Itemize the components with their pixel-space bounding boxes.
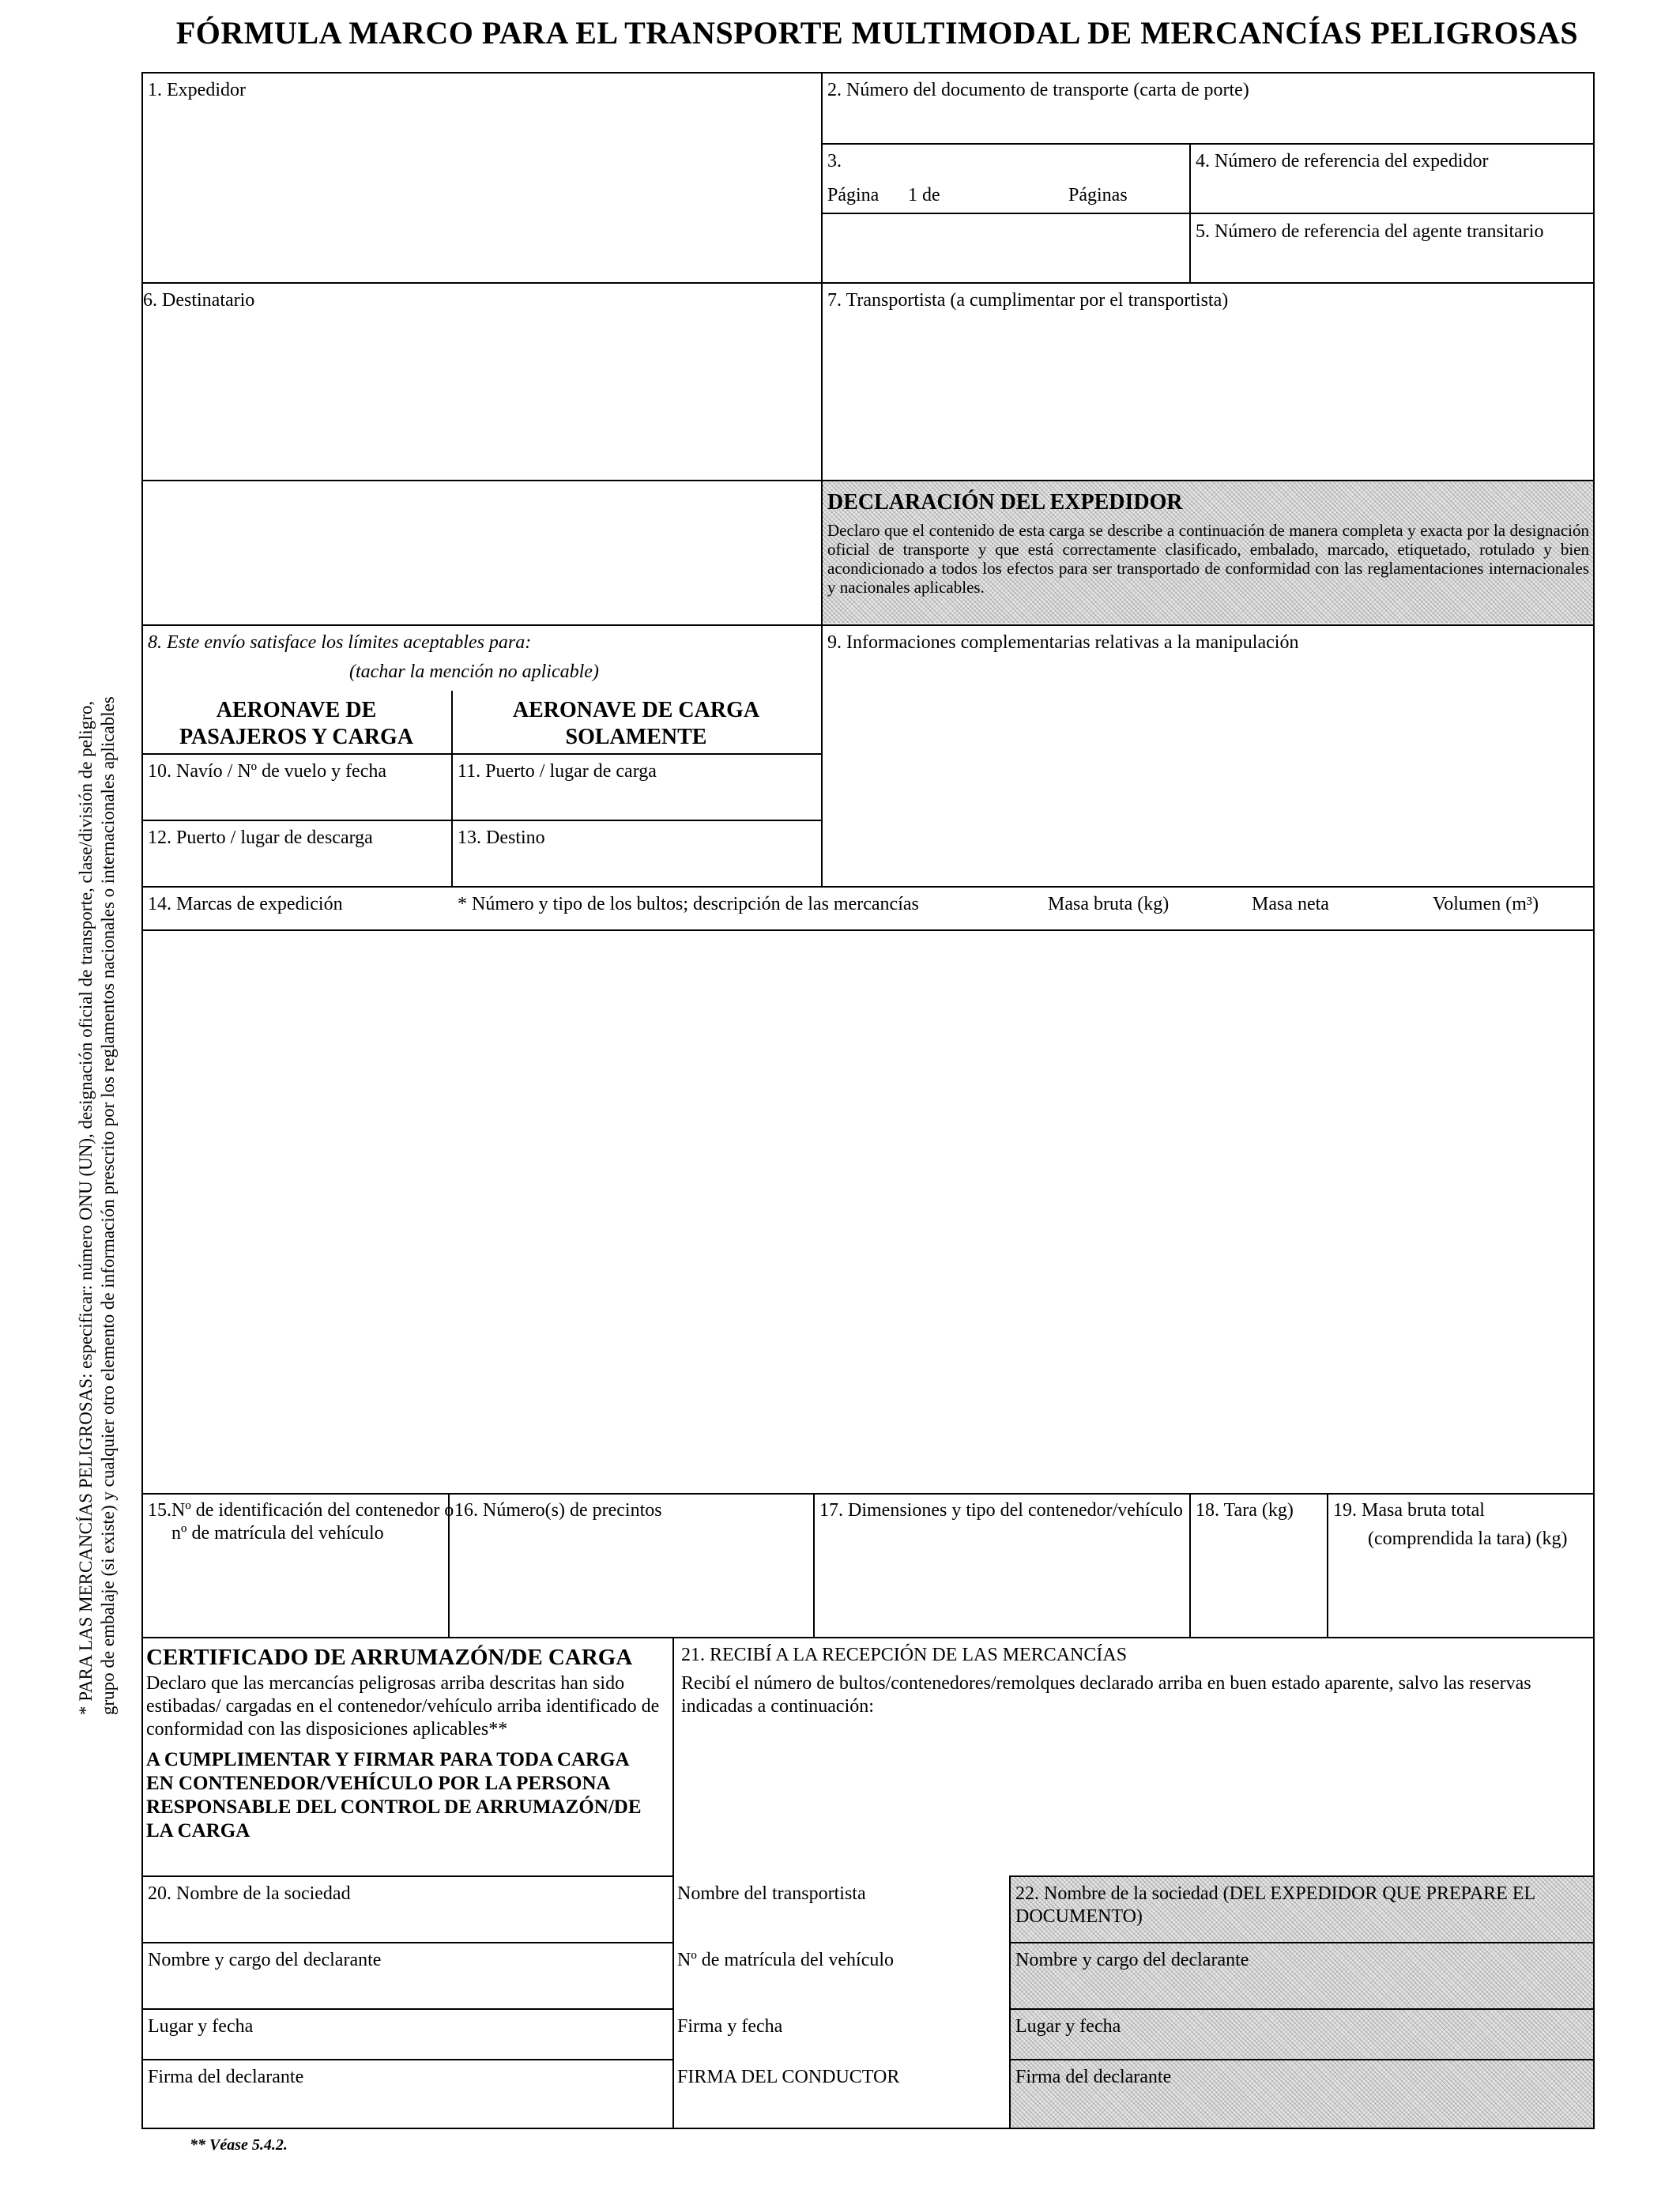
transportista-label: 7. Transportista (a cumplimentar por el transportista) xyxy=(827,290,1229,311)
gross-mass-label: Masa bruta (kg) xyxy=(1048,894,1170,914)
carrier-name-label: Nombre del transportista xyxy=(677,1883,866,1904)
shipper-declarant-label: Nombre y cargo del declarante xyxy=(1015,1950,1249,1970)
declaracion-title: DECLARACIÓN DEL EXPEDIDOR xyxy=(827,490,1183,515)
destinatario-label: 6. Destinatario xyxy=(143,290,255,311)
limits-label: 8. Este envío satisface los límites aceptables para: xyxy=(148,632,532,653)
packages-description-label: * Número y tipo de los bultos; descripción de las mercancías xyxy=(458,894,919,914)
pagina-label: Página xyxy=(827,185,880,205)
shipper-company-label: 22. Nombre de la sociedad (DEL EXPEDIDOR QUE PREPARE EL DOCUMENTO) xyxy=(1015,1883,1535,1927)
place-date-label: Lugar y fecha xyxy=(148,2016,254,2037)
side-note-line-1: * PARA LAS MERCANCÍAS PELIGROSAS: especificar: número ONU (UN), designación oficial de transporte, clase/división de peligro, xyxy=(76,700,96,1715)
container-id-label: 15.Nº de identificación del contenedor o nº de matrícula del vehículo xyxy=(148,1500,454,1544)
total-gross-mass-label: 19. Masa bruta total xyxy=(1333,1500,1485,1521)
shipping-marks-label: 14. Marcas de expedición xyxy=(148,894,343,914)
company-name-label: 20. Nombre de la sociedad xyxy=(148,1883,351,1904)
container-dimensions-label: 17. Dimensiones y tipo del contenedor/vehículo xyxy=(819,1500,1183,1521)
total-gross-mass-note: (comprendida la tara) (kg) xyxy=(1368,1529,1568,1549)
paginas-label: Páginas xyxy=(1068,185,1128,205)
aeronave-pasajeros-option: AERONAVE DE PASAJEROS Y CARGA xyxy=(179,698,414,749)
shipper-reference-label: 4. Número de referencia del expedidor xyxy=(1196,151,1489,172)
destination-label: 13. Destino xyxy=(458,827,545,848)
footnote: ** Véase 5.4.2. xyxy=(190,2136,288,2154)
vehicle-registration-label: Nº de matrícula del vehículo xyxy=(677,1950,895,1970)
certificado-title: CERTIFICADO DE ARRUMAZÓN/DE CARGA xyxy=(146,1645,633,1670)
discharge-port-label: 12. Puerto / lugar de descarga xyxy=(148,827,373,848)
vessel-flight-label: 10. Navío / Nº de vuelo y fecha xyxy=(148,761,387,782)
forwarder-reference-label: 5. Número de referencia del agente transitario xyxy=(1196,221,1544,242)
certificado-instruction: A CUMPLIMENTAR Y FIRMAR PARA TODA CARGA EN CONTENEDOR/VEHÍCULO POR LA PERSONA RESPONSABLE DEL CONTROL DE ARRUMAZÓN/DE LA CARGA xyxy=(146,1749,642,1842)
expedidor-label: 1. Expedidor xyxy=(148,80,246,100)
aeronave-carga-option: AERONAVE DE CARGA SOLAMENTE xyxy=(512,698,760,749)
handling-info-label: 9. Informaciones complementarias relativas a la manipulación xyxy=(827,632,1299,653)
reception-text: Recibí el número de bultos/contenedores/remolques declarado arriba en buen estado aparente, salvo las reservas indicadas a continuación: xyxy=(681,1673,1531,1717)
declarant-signature-label: Firma del declarante xyxy=(148,2067,304,2087)
tare-label: 18. Tara (kg) xyxy=(1196,1500,1294,1521)
certificado-text: Declaro que las mercancías peligrosas arriba descritas han sido estibadas/ cargadas en el contenedor/vehículo arriba identificado de conformidad con las disposiciones aplicables** xyxy=(146,1673,660,1740)
seal-numbers-label: 16. Número(s) de precintos xyxy=(454,1500,662,1521)
driver-signature-label: FIRMA DEL CONDUCTOR xyxy=(677,2067,900,2087)
declarant-name-label: Nombre y cargo del declarante xyxy=(148,1950,382,1970)
side-note xyxy=(75,522,146,1715)
limits-note: (tachar la mención no aplicable) xyxy=(349,662,599,682)
volume-label: Volumen (m³) xyxy=(1433,894,1539,914)
document-title: FÓRMULA MARCO PARA EL TRANSPORTE MULTIMODAL DE MERCANCÍAS PELIGROSAS xyxy=(175,15,1579,51)
reception-title: 21. RECIBÍ A LA RECEPCIÓN DE LAS MERCANCÍAS xyxy=(681,1645,1128,1665)
shipper-place-date-label: Lugar y fecha xyxy=(1015,2016,1121,2037)
loading-port-label: 11. Puerto / lugar de carga xyxy=(458,761,657,782)
box-3-label: 3. xyxy=(827,151,842,172)
page-number: 1 de xyxy=(908,185,940,205)
declaracion-text: Declaro que el contenido de esta carga se describe a continuación de manera completa y exacta por la designación oficial de transporte y que está correctamente clasificado, embalado, marcado, etiquetado, rotulado y bien acondicionado a todos los efectos para ser transportado de conformidad con las reglamentaciones internacionales y nacionales aplicables. xyxy=(827,521,1589,597)
side-note-line-2: grupo de embalaje (si existe) y cualquier otro elemento de información prescrito por los reglamentos nacionales o internacionales aplicables xyxy=(98,696,118,1715)
net-mass-label: Masa neta xyxy=(1252,894,1329,914)
document-number-label: 2. Número del documento de transporte (carta de porte) xyxy=(827,80,1249,100)
signature-date-label: Firma y fecha xyxy=(677,2016,783,2037)
shipper-signature-label: Firma del declarante xyxy=(1015,2067,1172,2087)
